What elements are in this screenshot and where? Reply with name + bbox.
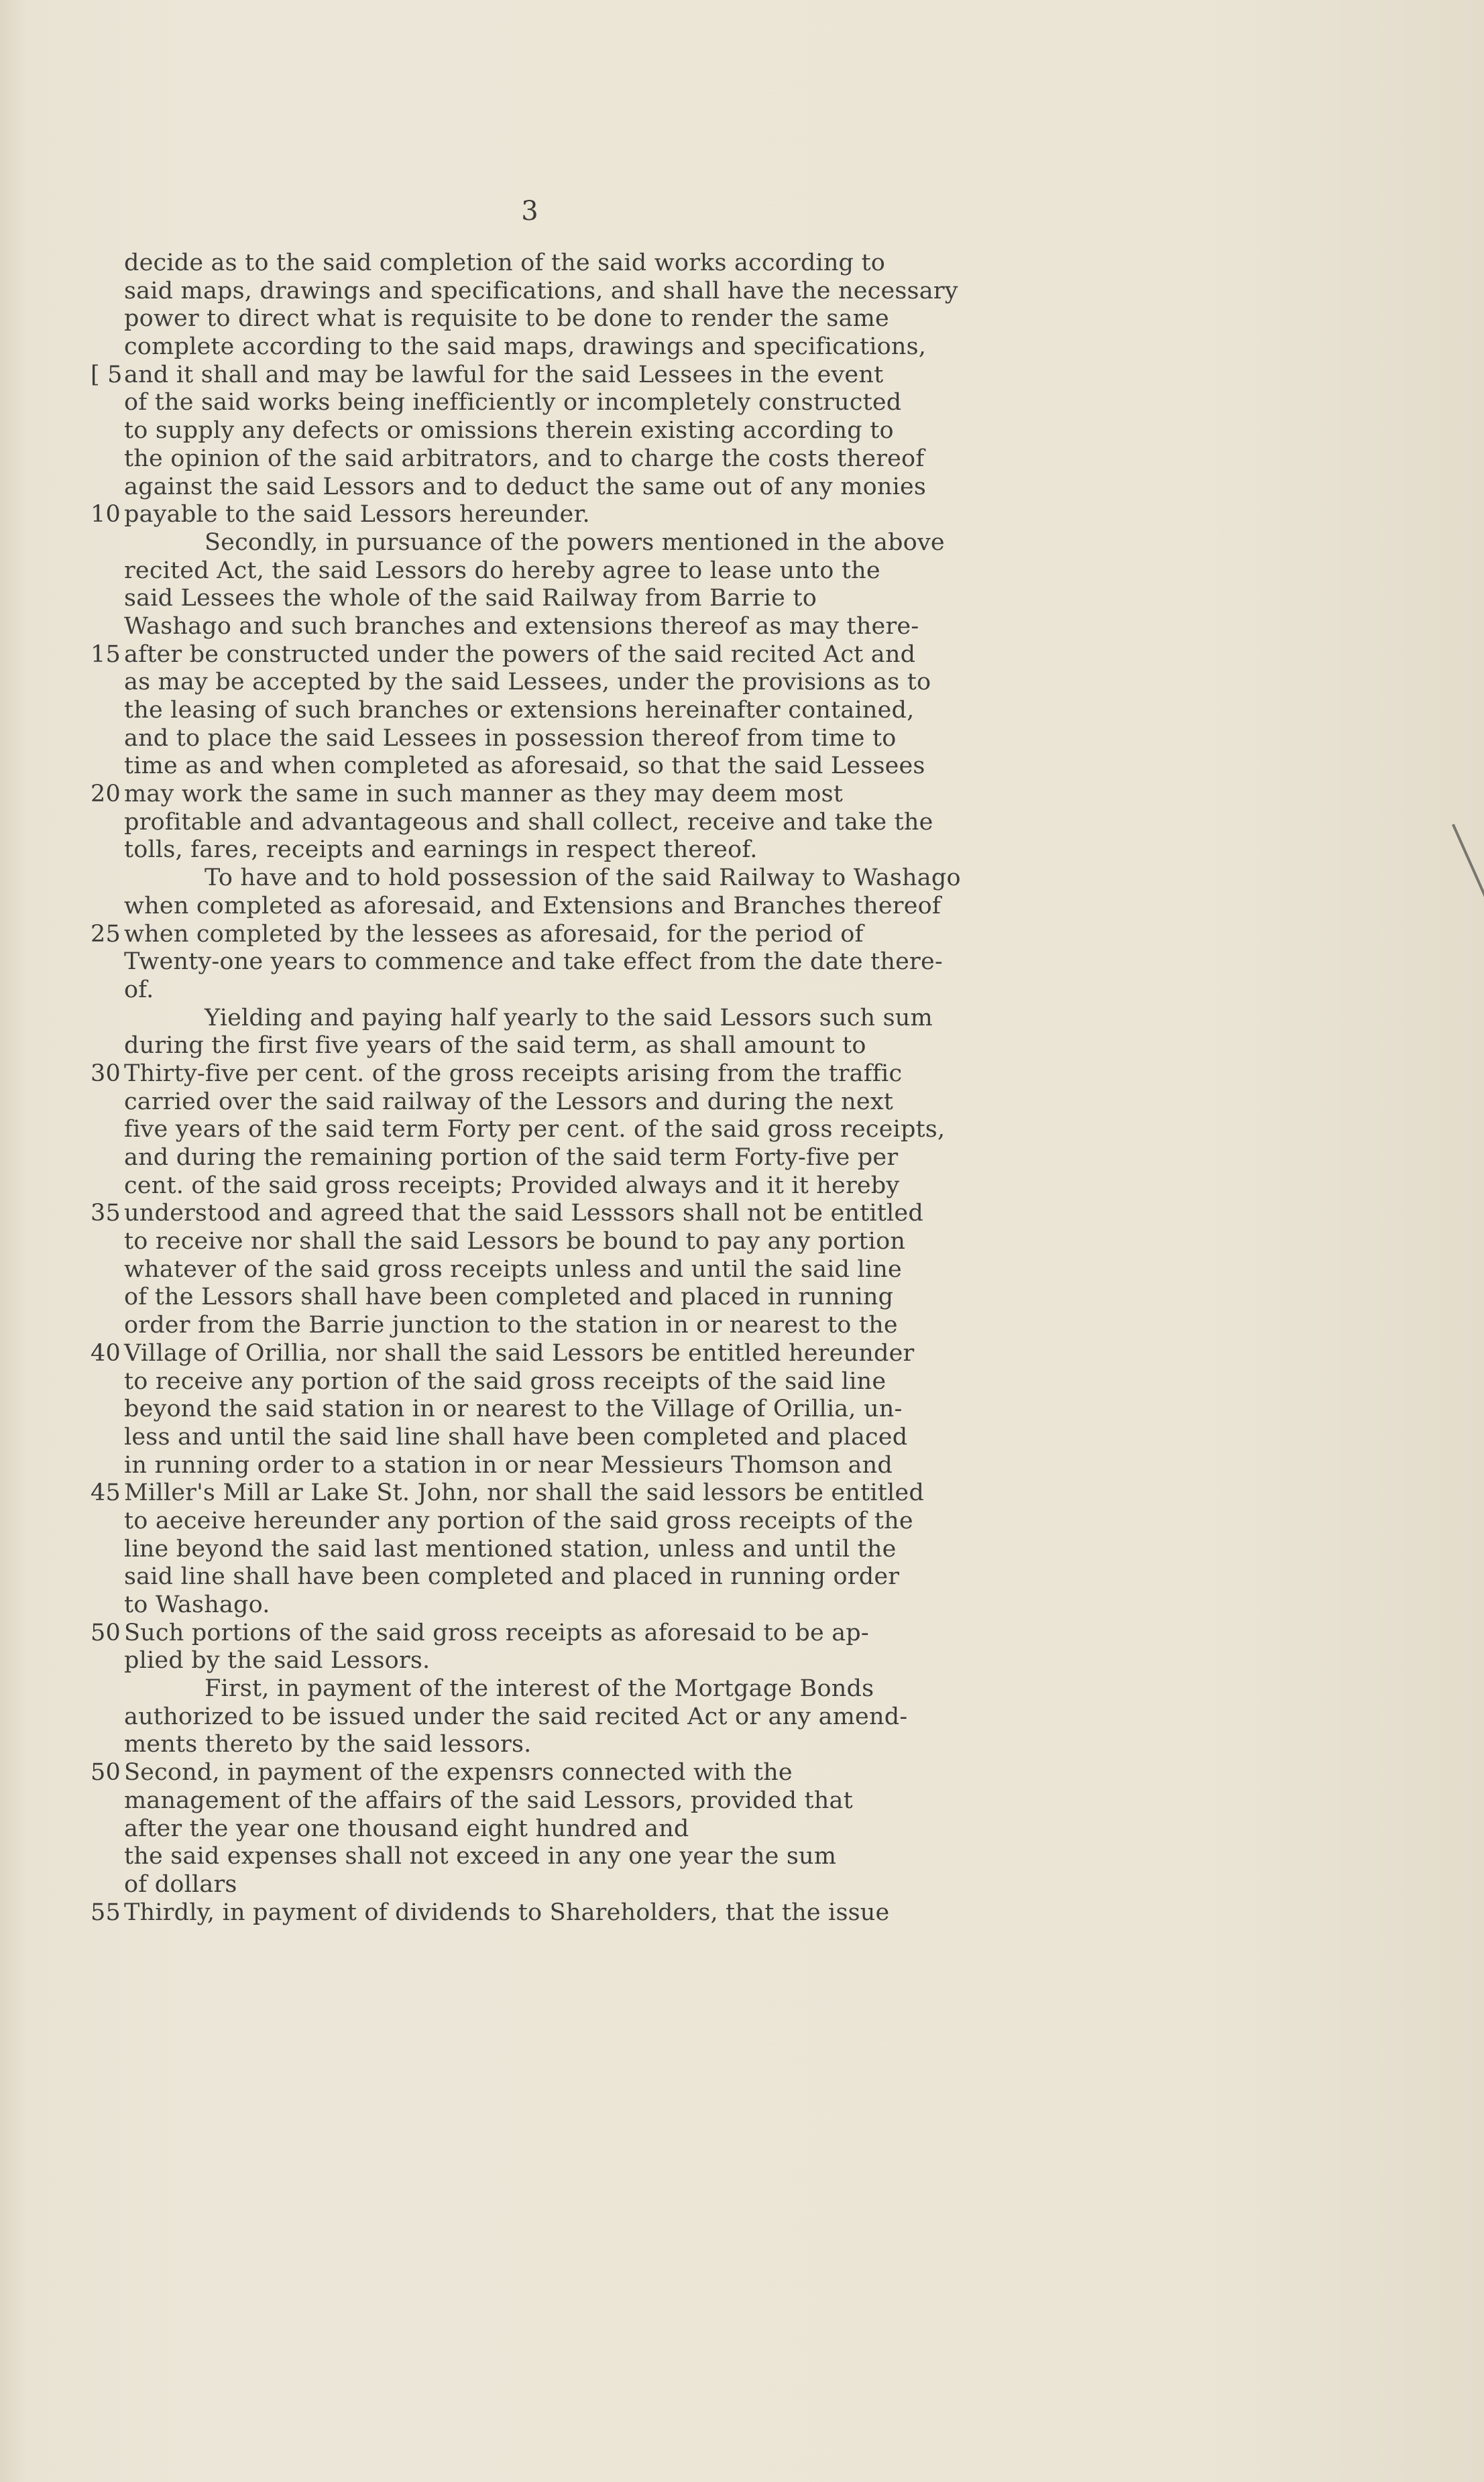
text-line — [124, 1396, 969, 1424]
line-text: plied by the said Lessors. — [124, 1647, 431, 1675]
line-text: carried over the said railway of the Lessors and during the next — [124, 1088, 894, 1115]
line-number: 15 — [91, 640, 121, 668]
line-text: Second, in payment of the expensrs connected with the — [124, 1759, 793, 1787]
text-line — [124, 1424, 969, 1452]
line-text: to supply any defects or omissions therein existing according to — [124, 417, 894, 445]
line-text: to receive any portion of the said gross receipts of the said line — [124, 1367, 887, 1395]
text-line — [91, 781, 969, 809]
text-line — [124, 1871, 969, 1899]
document-body — [91, 249, 969, 1927]
text-line — [124, 1675, 969, 1703]
text-line — [124, 1563, 969, 1591]
line-text: payable to the said Lessors hereunder. — [124, 501, 590, 528]
text-line — [91, 1339, 969, 1368]
line-number: 50 — [91, 1619, 121, 1646]
text-line — [124, 669, 969, 697]
line-text: to Washago. — [124, 1591, 270, 1618]
line-number: 25 — [91, 920, 121, 948]
line-text: recited Act, the said Lessors do hereby agree to lease unto the — [124, 557, 880, 584]
line-text: authorized to be issued under the said recited Act or any amend- — [124, 1703, 908, 1730]
line-text: against the said Lessors and to deduct the same out of any monies — [124, 473, 927, 500]
line-text: ments thereto by the said lessors. — [124, 1731, 532, 1758]
text-line — [91, 1479, 969, 1508]
text-line — [124, 1284, 969, 1312]
line-text: whatever of the said gross receipts unless and until the said line — [124, 1255, 902, 1283]
text-line — [124, 893, 969, 921]
line-text: Washago and such branches and extensions thereof as may there- — [124, 612, 919, 640]
text-line — [124, 1452, 969, 1480]
line-number: 20 — [91, 781, 121, 808]
line-number: 40 — [91, 1339, 121, 1367]
text-line — [124, 809, 969, 837]
line-text: tolls, fares, receipts and earnings in respect thereof. — [124, 836, 758, 864]
text-line — [124, 1005, 969, 1033]
line-text: five years of the said term Forty per cent. of the said gross receipts, — [124, 1116, 946, 1143]
page-number: 3 — [521, 196, 538, 227]
text-line — [124, 1787, 969, 1815]
text-line — [124, 557, 969, 585]
line-text: beyond the said station in or nearest to the Village of Orillia, un- — [124, 1396, 903, 1423]
text-line — [124, 585, 969, 613]
line-text: management of the affairs of the said Lessors, provided that — [124, 1787, 853, 1814]
text-line — [124, 864, 969, 893]
line-text: as may be accepted by the said Lessees, under the provisions as to — [124, 669, 931, 696]
text-line — [124, 836, 969, 864]
text-line — [124, 1312, 969, 1340]
line-number: 10 — [91, 501, 121, 528]
line-text: in running order to a station in or near Messieurs Thomson and — [124, 1451, 893, 1479]
text-line — [124, 1144, 969, 1172]
text-line — [124, 1088, 969, 1117]
line-text: time as and when completed as aforesaid, so that the said Lessees — [124, 752, 925, 780]
line-number: 30 — [91, 1060, 121, 1087]
line-text: Miller's Mill ar Lake St. John, nor shall the said lessors be entitled — [124, 1479, 924, 1507]
text-line — [124, 1256, 969, 1284]
line-text: said Lessees the whole of the said Railway from Barrie to — [124, 585, 817, 612]
line-text: cent. of the said gross receipts; Provided always and it it hereby — [124, 1172, 900, 1199]
line-text: power to direct what is requisite to be done to render the same — [124, 305, 889, 333]
line-text: when completed by the lessees as aforesaid, for the period of — [124, 920, 864, 948]
line-text: of the said works being inefficiently or incompletely constructed — [124, 389, 902, 416]
line-text: understood and agreed that the said Lesssors shall not be entitled — [124, 1200, 923, 1227]
text-line — [91, 1899, 969, 1927]
line-text: and to place the said Lessees in possession thereof from time to — [124, 724, 897, 752]
text-line — [91, 501, 969, 529]
paper-fold-mark — [1452, 824, 1484, 941]
text-line — [91, 1200, 969, 1228]
line-text: Yielding and paying half yearly to the said Lessors such sum — [205, 1004, 933, 1031]
text-line — [124, 1228, 969, 1256]
text-line — [124, 1731, 969, 1759]
line-text: profitable and advantageous and shall collect, receive and take the — [124, 808, 933, 836]
text-line — [124, 278, 969, 306]
line-text: decide as to the said completion of the said works according to — [124, 249, 886, 276]
line-text: may work the same in such manner as they may deem most — [124, 781, 844, 808]
line-text: order from the Barrie junction to the station in or nearest to the — [124, 1312, 898, 1339]
text-line — [124, 1116, 969, 1144]
line-text: during the first five years of the said term, as shall amount to — [124, 1032, 866, 1060]
line-text: after be constructed under the powers of the said recited Act and — [124, 640, 916, 668]
text-line — [124, 529, 969, 557]
line-text: and it shall and may be lawful for the said Lessees in the event — [124, 361, 884, 388]
text-line — [124, 1703, 969, 1732]
text-line — [124, 697, 969, 725]
line-text: of. — [124, 976, 154, 1003]
line-number: 50 — [91, 1759, 121, 1787]
line-text: said maps, drawings and specifications, and shall have the necessary — [124, 277, 958, 304]
text-line — [91, 1619, 969, 1648]
line-text: the leasing of such branches or extensions hereinafter contained, — [124, 697, 915, 724]
text-line — [124, 725, 969, 753]
line-text: and during the remaining portion of the said term Forty-five per — [124, 1144, 899, 1171]
text-line — [124, 1508, 969, 1536]
line-text: of the Lessors shall have been completed and placed in running — [124, 1284, 894, 1311]
text-line — [91, 1060, 969, 1088]
line-text: the said expenses shall not exceed in any one year the sum — [124, 1843, 837, 1870]
text-line — [124, 249, 969, 278]
line-number: 35 — [91, 1200, 121, 1227]
text-line — [124, 1815, 969, 1844]
line-text: Village of Orillia, nor shall the said Lessors be entitled hereunder — [124, 1339, 915, 1367]
line-number: 45 — [91, 1479, 121, 1507]
text-line — [124, 445, 969, 473]
text-line — [124, 1032, 969, 1060]
line-text: said line shall have been completed and placed in running order — [124, 1563, 900, 1591]
text-line — [91, 361, 969, 390]
text-line — [124, 752, 969, 781]
line-text: of dollars — [124, 1870, 237, 1898]
text-line — [91, 920, 969, 949]
text-line — [91, 640, 969, 669]
line-number: 55 — [91, 1899, 121, 1926]
line-text: less and until the said line shall have been completed and placed — [124, 1423, 908, 1451]
line-text: Thirdly, in payment of dividends to Shareholders, that the issue — [124, 1899, 890, 1926]
text-line — [124, 333, 969, 361]
text-line — [124, 389, 969, 417]
line-number: [ 5 — [91, 361, 123, 388]
line-text: To have and to hold possession of the said Railway to Washago — [205, 864, 961, 892]
line-text: line beyond the said last mentioned station, unless and until the — [124, 1535, 897, 1563]
text-line — [124, 1172, 969, 1200]
text-line — [124, 613, 969, 641]
text-line — [124, 305, 969, 333]
line-text: to aeceive hereunder any portion of the said gross receipts of the — [124, 1507, 913, 1534]
line-text: the opinion of the said arbitrators, and to charge the costs thereof — [124, 445, 925, 472]
text-line — [124, 1843, 969, 1871]
text-line — [124, 1647, 969, 1675]
text-line — [124, 948, 969, 976]
line-text: Thirty-five per cent. of the gross receipts arising from the traffic — [124, 1060, 903, 1087]
text-line — [124, 976, 969, 1005]
line-text: when completed as aforesaid, and Extensions and Branches thereof — [124, 892, 941, 919]
text-line — [124, 1536, 969, 1564]
text-line — [124, 417, 969, 445]
line-text: Such portions of the said gross receipts as aforesaid to be ap- — [124, 1619, 869, 1646]
text-line — [124, 1591, 969, 1620]
text-line — [124, 1368, 969, 1396]
line-text: to receive nor shall the said Lessors be bound to pay any portion — [124, 1228, 906, 1255]
line-text: after the year one thousand eight hundred and — [124, 1815, 689, 1842]
text-line — [91, 1759, 969, 1787]
line-text: Twenty-one years to commence and take effect from the date there- — [124, 948, 943, 976]
line-text: complete according to the said maps, drawings and specifications, — [124, 333, 927, 361]
line-text: Secondly, in pursuance of the powers mentioned in the above — [205, 528, 945, 556]
text-line — [124, 473, 969, 502]
line-text: First, in payment of the interest of the Mortgage Bonds — [205, 1675, 874, 1703]
